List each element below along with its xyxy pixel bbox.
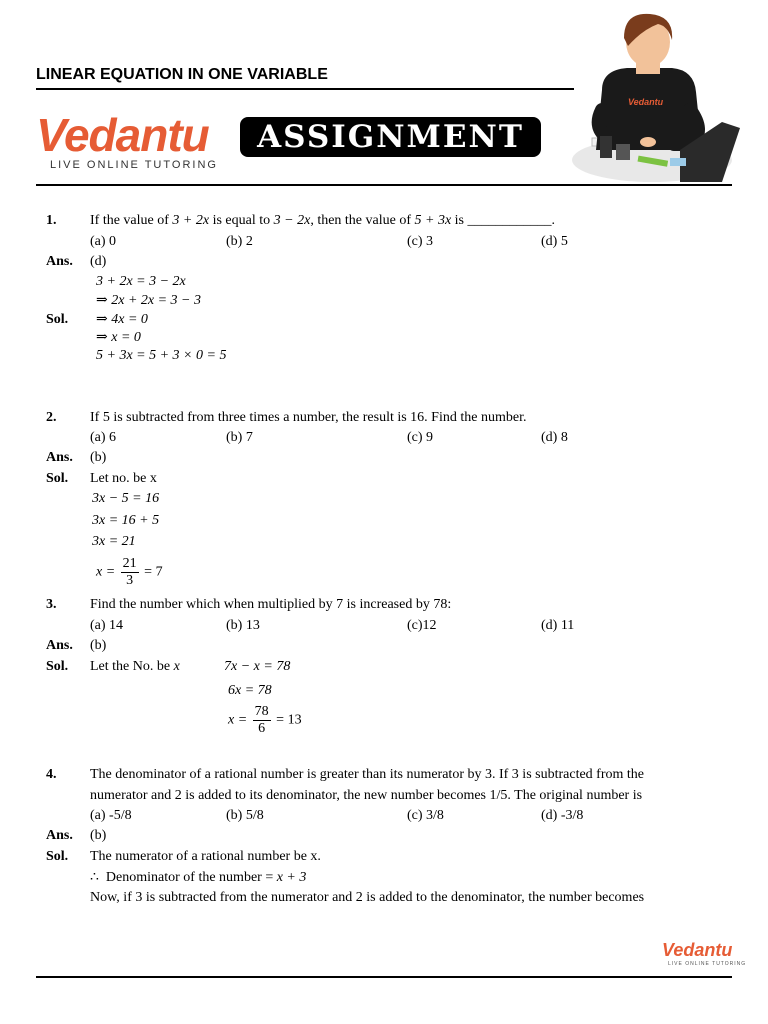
solution-step: 3x = 21 — [92, 534, 136, 549]
answer-value: (d) — [90, 254, 107, 269]
answer-label: Ans. — [46, 254, 73, 269]
solution-line: The numerator of a rational number be x. — [90, 849, 321, 864]
solution-label: Sol. — [46, 659, 69, 674]
question-number: 3. — [46, 597, 57, 612]
option-a: (a) 6 — [90, 430, 117, 445]
option-a: (a) 0 — [90, 234, 117, 249]
option-b: (b) 13 — [226, 618, 260, 633]
answer-label: Ans. — [46, 450, 73, 465]
solution-intro: Let the No. be x — [90, 659, 180, 674]
solution-label: Sol. — [46, 312, 69, 327]
solution-fraction-step: x = $\frac{78}{6}$ = 13 — [228, 704, 302, 736]
solution-step: ⇒ 2x + 2x = 3 − 3 — [96, 293, 201, 308]
option-d: (d) 11 — [541, 618, 575, 633]
answer-value: (b) — [90, 450, 107, 465]
question-text-line: numerator and 2 is added to its denominator, the new number becomes 1/5. The original number is — [90, 788, 643, 803]
option-d: (d) 8 — [541, 430, 568, 445]
footer-rule — [36, 976, 732, 978]
logo-tagline: LIVE ONLINE TUTORING — [50, 159, 218, 171]
solution-step: 3 + 2x = 3 − 2x — [96, 274, 186, 289]
question-text: If the value of 3 + 2x is equal to 3 − 2x, then the value of 5 + 3x is ____________. — [90, 213, 556, 228]
question-text-line: The denominator of a rational number is greater than its numerator by 3. If 3 is subtracted from the — [90, 767, 644, 782]
header-rule-bottom — [36, 184, 732, 186]
option-c: (c)12 — [407, 618, 437, 633]
option-b: (b) 5/8 — [226, 808, 264, 823]
option-d: (d) -3/8 — [541, 808, 584, 823]
option-c: (c) 3/8 — [407, 808, 444, 823]
shirt-logo: Vedantu — [628, 97, 664, 107]
document-topic: LINEAR EQUATION IN ONE VARIABLE — [36, 66, 328, 83]
footer-tagline: LIVE ONLINE TUTORING — [668, 961, 747, 967]
therefore-symbol: ∴ — [90, 870, 99, 885]
answer-label: Ans. — [46, 638, 73, 653]
option-b: (b) 7 — [226, 430, 253, 445]
option-d: (d) 5 — [541, 234, 568, 249]
solution-step: 6x = 78 — [228, 683, 272, 698]
question-text: Find the number which when multiplied by 7 is increased by 78: — [90, 597, 452, 612]
solution-fraction-step: x = $\frac{21}{3}$ = 7 — [96, 556, 163, 588]
answer-label: Ans. — [46, 828, 73, 843]
question-number: 2. — [46, 410, 57, 425]
option-a: (a) -5/8 — [90, 808, 132, 823]
solution-line: Now, if 3 is subtracted from the numerator and 2 is added to the denominator, the number becomes — [90, 890, 645, 905]
solution-step: 3x = 16 + 5 — [92, 513, 160, 528]
question-text: If 5 is subtracted from three times a number, the result is 16. Find the number. — [90, 410, 527, 425]
student-at-laptop-illustration — [572, 10, 742, 186]
footer-logo: Vedantu — [662, 940, 733, 960]
question-number: 1. — [46, 213, 57, 228]
option-c: (c) 9 — [407, 430, 434, 445]
header-rule — [36, 88, 574, 90]
vedantu-logo: Vedantu — [36, 109, 209, 161]
option-b: (b) 2 — [226, 234, 253, 249]
solution-line: ∴ Denominator of the number = x + 3 — [90, 870, 307, 885]
solution-label: Sol. — [46, 849, 69, 864]
solution-step: ⇒ x = 0 — [96, 330, 141, 345]
solution-step: ⇒ 4x = 0 — [96, 312, 148, 327]
option-c: (c) 3 — [407, 234, 434, 249]
assignment-banner: ASSIGNMENT — [240, 117, 541, 157]
question-number: 4. — [46, 767, 57, 782]
answer-value: (b) — [90, 638, 107, 653]
solution-intro: Let no. be x — [90, 471, 157, 486]
solution-step: 5 + 3x = 5 + 3 × 0 = 5 — [96, 348, 227, 363]
option-a: (a) 14 — [90, 618, 124, 633]
solution-step: 7x − x = 78 — [224, 659, 291, 674]
answer-value: (b) — [90, 828, 107, 843]
solution-label: Sol. — [46, 471, 69, 486]
solution-step: 3x − 5 = 16 — [92, 491, 160, 506]
